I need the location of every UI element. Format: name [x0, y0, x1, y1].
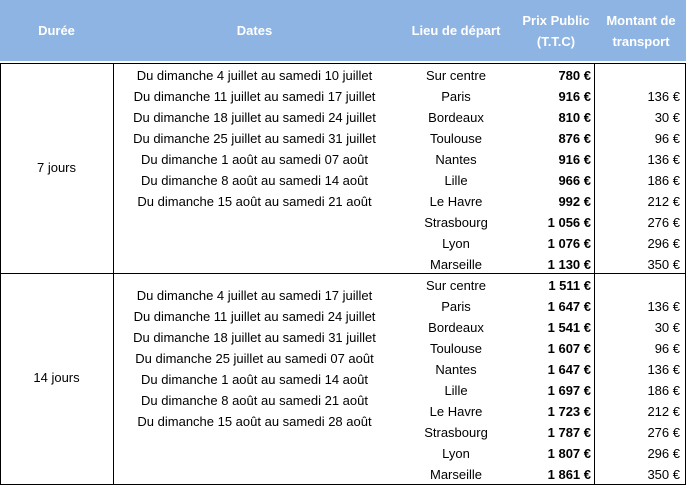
header-transport	[596, 10, 686, 52]
date-range: Du dimanche 18 juillet au samedi 24 juillet	[133, 110, 376, 125]
header-duree: Durée	[38, 23, 75, 38]
transport-cell: 186 €	[647, 383, 680, 398]
date-range: Du dimanche 11 juillet au samedi 24 juillet	[133, 309, 376, 324]
transport-cell: 136 €	[647, 299, 680, 314]
transport-cell: 276 €	[647, 425, 680, 440]
city-cell: Paris	[441, 89, 471, 104]
transport-cell: 96 €	[654, 131, 680, 146]
city-cell: Toulouse	[429, 341, 483, 356]
price-cell: 916 €	[558, 152, 591, 167]
city-cell: Sur centre	[426, 68, 486, 83]
transport-cell: 212 €	[647, 194, 680, 209]
date-range: Du dimanche 8 août au samedi 21 août	[141, 393, 368, 408]
city-cell: Le Havre	[429, 404, 483, 419]
city-cell: Nantes	[435, 362, 477, 377]
price-cell: 810 €	[558, 110, 591, 125]
date-range: Du dimanche 25 juillet au samedi 31 juillet	[133, 131, 376, 146]
city-cell: Bordeaux	[428, 110, 484, 125]
city-cell: Toulouse	[429, 131, 483, 146]
header-prix-line2: (T.T.C)	[536, 34, 576, 49]
date-range: Du dimanche 4 juillet au samedi 17 juillet	[136, 288, 373, 303]
dates-list	[113, 285, 396, 432]
transport-cell: 296 €	[647, 236, 680, 251]
price-cell: 1 056 €	[547, 215, 591, 230]
price-column	[516, 65, 594, 275]
price-cell: 1 723 €	[547, 404, 591, 419]
transport-cell: 350 €	[647, 467, 680, 482]
header-lieu: Lieu de départ	[411, 23, 501, 38]
transport-cell: 296 €	[647, 446, 680, 461]
city-cell: Nantes	[435, 152, 477, 167]
city-cell: Marseille	[429, 467, 482, 482]
date-range: Du dimanche 15 août au samedi 28 août	[137, 414, 372, 429]
price-cell: 1 807 €	[547, 446, 591, 461]
date-range: Du dimanche 1 août au samedi 07 août	[141, 152, 368, 167]
transport-cell	[594, 65, 686, 86]
transport-cell: 136 €	[647, 152, 680, 167]
date-range: Du dimanche 15 août au samedi 21 août	[137, 194, 372, 209]
price-cell: 876 €	[558, 131, 591, 146]
duration-label: 14 jours	[33, 370, 80, 385]
date-range: Du dimanche 25 juillet au samedi 07 août	[135, 351, 374, 366]
header-dates: Dates	[236, 23, 273, 38]
transport-cell: 136 €	[647, 89, 680, 104]
date-range: Du dimanche 11 juillet au samedi 17 juillet	[133, 89, 376, 104]
date-range: Du dimanche 1 août au samedi 14 août	[141, 372, 368, 387]
date-range: Du dimanche 18 juillet au samedi 31 juillet	[133, 330, 376, 345]
transport-column	[594, 65, 686, 275]
transport-cell: 30 €	[654, 320, 680, 335]
city-cell: Le Havre	[429, 194, 483, 209]
city-cell: Bordeaux	[428, 320, 484, 335]
city-cell: Lyon	[442, 236, 470, 251]
price-cell: 1 647 €	[547, 362, 591, 377]
city-cell: Strasbourg	[424, 425, 488, 440]
transport-cell	[594, 275, 686, 296]
city-cell: Lille	[444, 173, 468, 188]
dates-list	[113, 65, 396, 212]
transport-cell: 96 €	[654, 341, 680, 356]
city-cell: Sur centre	[426, 278, 486, 293]
transport-cell: 212 €	[647, 404, 680, 419]
block-14-jours	[0, 274, 686, 484]
price-column	[516, 275, 594, 485]
transport-cell: 350 €	[647, 257, 680, 272]
price-cell: 992 €	[558, 194, 591, 209]
city-cell: Paris	[441, 299, 471, 314]
price-cell: 1 076 €	[547, 236, 591, 251]
price-cell: 1 697 €	[547, 383, 591, 398]
price-cell: 1 607 €	[547, 341, 591, 356]
city-cell: Strasbourg	[424, 215, 488, 230]
transport-cell: 30 €	[654, 110, 680, 125]
price-cell: 916 €	[558, 89, 591, 104]
city-cell: Lyon	[442, 446, 470, 461]
price-cell: 1 511 €	[548, 278, 591, 293]
date-range: Du dimanche 4 juillet au samedi 10 juillet	[136, 68, 373, 83]
table-header	[0, 0, 686, 61]
price-cell: 780 €	[558, 68, 591, 83]
price-cell: 1 861 €	[547, 467, 591, 482]
duration-label: 7 jours	[36, 160, 77, 175]
header-transport-line2: transport	[612, 34, 670, 49]
price-cell: 1 541 €	[547, 320, 591, 335]
transport-cell: 186 €	[647, 173, 680, 188]
transport-column	[594, 275, 686, 485]
price-cell: 1 647 €	[547, 299, 591, 314]
city-column	[396, 275, 516, 485]
block-7-jours	[0, 64, 686, 273]
header-prix	[516, 10, 596, 52]
city-column	[396, 65, 516, 275]
price-cell: 966 €	[558, 173, 591, 188]
transport-cell: 136 €	[647, 362, 680, 377]
header-prix-line1: Prix Public	[522, 13, 590, 28]
transport-cell: 276 €	[647, 215, 680, 230]
price-cell: 1 787 €	[547, 425, 591, 440]
header-transport-line1: Montant de	[606, 13, 676, 28]
city-cell: Marseille	[429, 257, 482, 272]
date-range: Du dimanche 8 août au samedi 14 août	[141, 173, 368, 188]
price-cell: 1 130 €	[547, 257, 591, 272]
city-cell: Lille	[444, 383, 468, 398]
